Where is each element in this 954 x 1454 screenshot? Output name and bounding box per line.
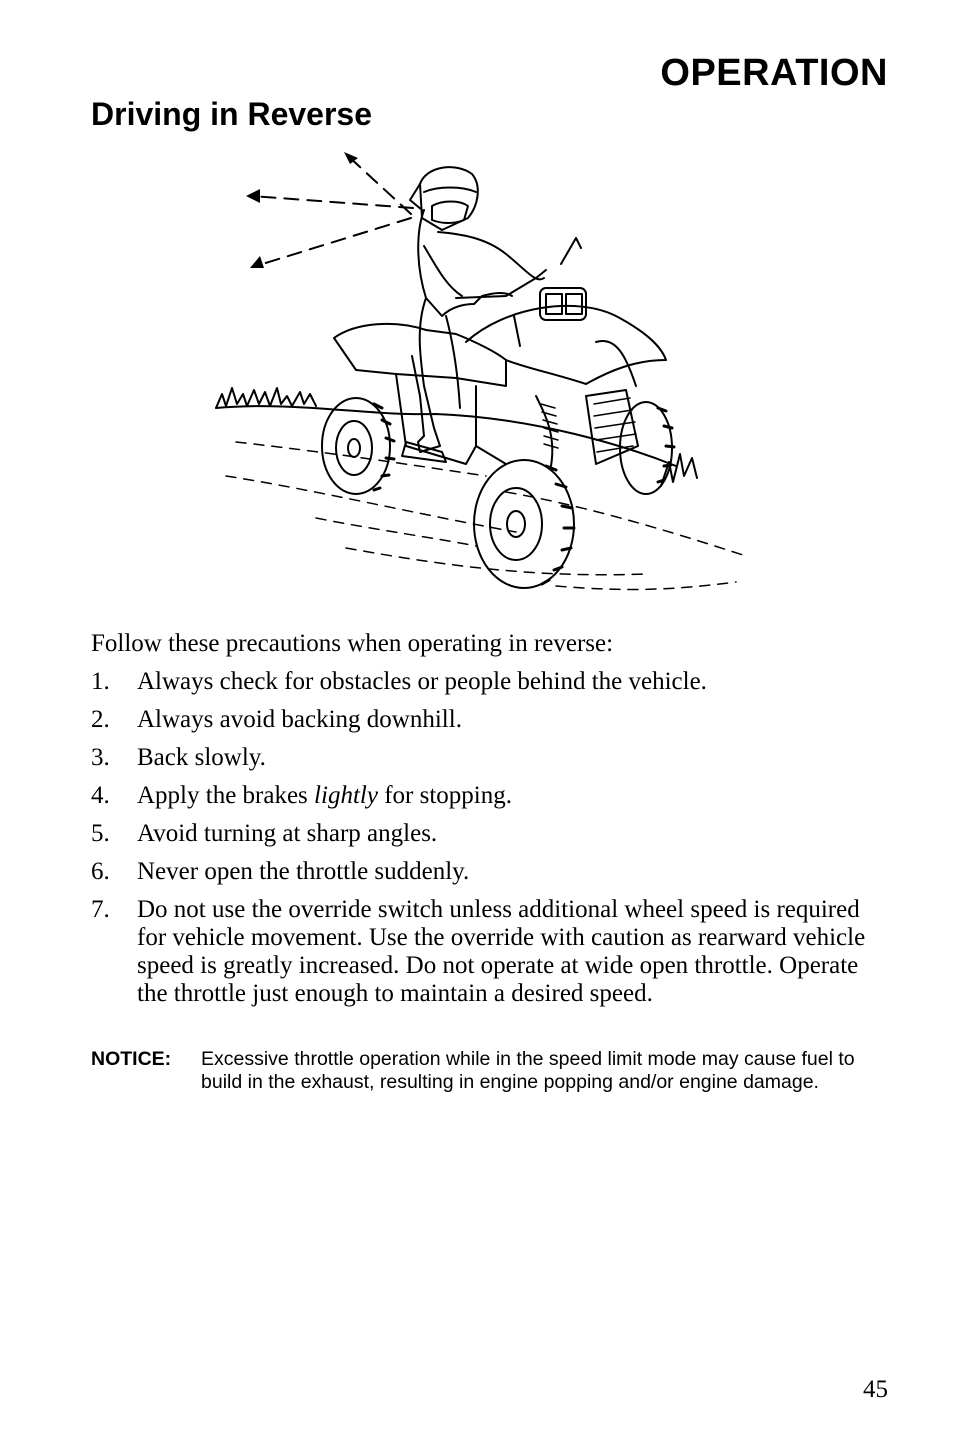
step-text: Do not use the override switch unless additional wheel speed is required for vehicle movement. Use the override with caution as rearward vehicle speed is greatly increased. Do not operate at wide open throttle. Operate the throttle just enough to maintain a desired speed. — [137, 896, 866, 1007]
step-text: Always check for obstacles or people behind the vehicle. — [137, 668, 707, 695]
section-title: OPERATION — [660, 52, 888, 94]
step-text: Back slowly. — [137, 744, 266, 771]
list-item — [91, 744, 891, 772]
list-item — [91, 820, 891, 848]
step-text: Always avoid backing downhill. — [137, 706, 462, 733]
step-text-pre: Apply the brakes — [137, 782, 315, 809]
notice-text: Excessive throttle operation while in the speed limit mode may cause fuel to build in the exhaust, resulting in engine popping and/or engine damage. — [201, 1048, 855, 1093]
list-item — [91, 896, 891, 1008]
list-item — [91, 858, 891, 886]
page-number: 45 — [863, 1376, 888, 1403]
intro-text: Follow these precautions when operating in reverse: — [91, 630, 614, 657]
notice-block — [91, 1048, 891, 1094]
step-number: 2. — [91, 706, 110, 733]
list-item — [91, 782, 891, 810]
look-direction-arrows — [252, 156, 413, 266]
step-number: 1. — [91, 668, 110, 695]
step-text: Avoid turning at sharp angles. — [137, 820, 438, 847]
page-heading: Driving in Reverse — [91, 96, 372, 132]
atv-reverse-illustration — [206, 146, 756, 606]
list-item — [91, 668, 891, 696]
step-text: Never open the throttle suddenly. — [137, 858, 470, 885]
step-number: 7. — [91, 896, 110, 923]
precautions-list — [91, 668, 891, 1018]
notice-label: NOTICE: — [91, 1048, 172, 1070]
step-number: 5. — [91, 820, 110, 847]
step-number: 6. — [91, 858, 110, 885]
list-item — [91, 706, 891, 734]
step-number: 4. — [91, 782, 110, 809]
step-text-emphasis: lightly — [314, 782, 378, 809]
step-number: 3. — [91, 744, 110, 771]
step-text-post: for stopping. — [377, 782, 512, 809]
